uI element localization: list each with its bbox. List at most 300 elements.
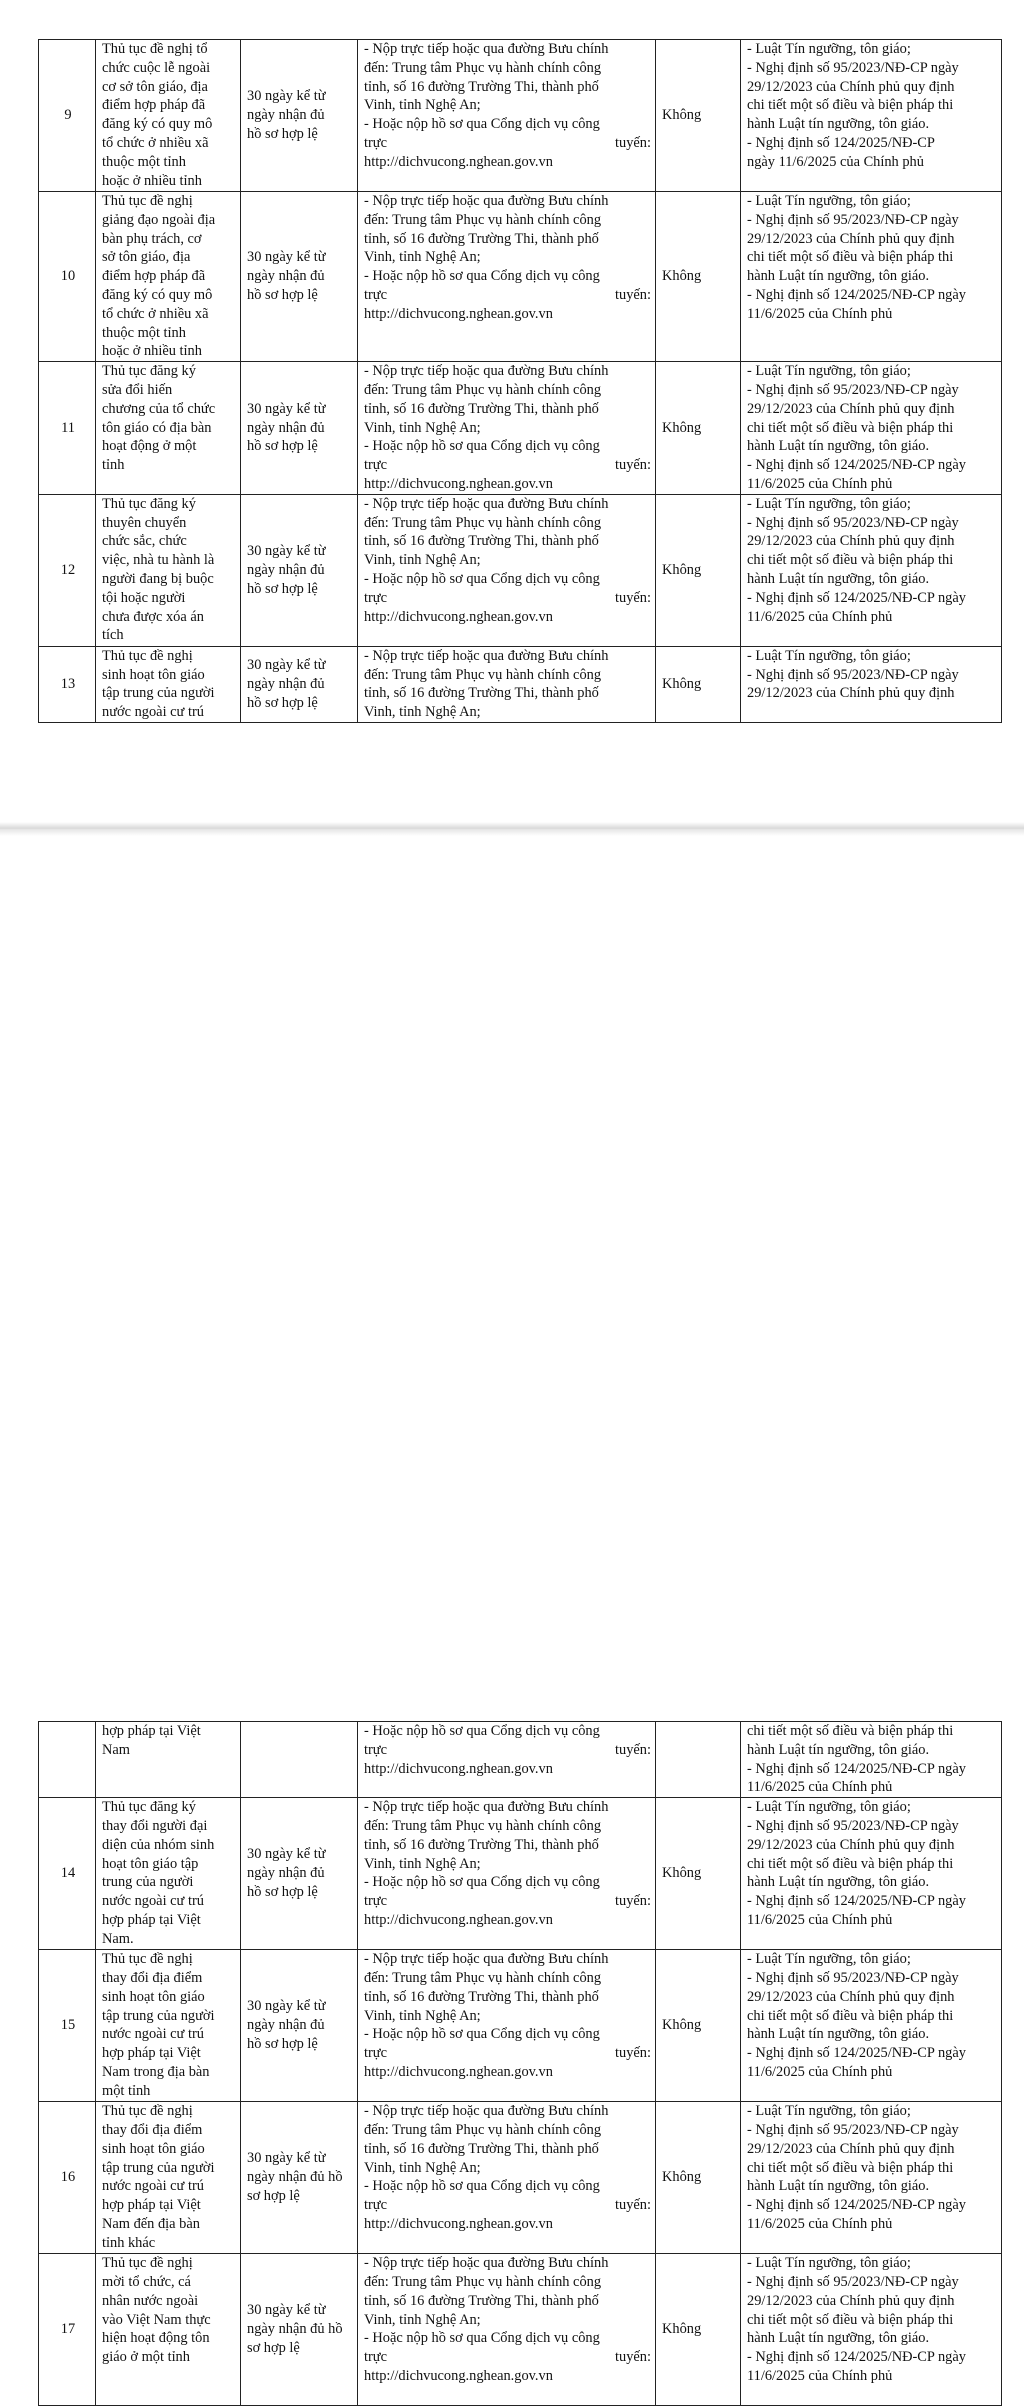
- legal-basis: [741, 494, 1002, 646]
- table-row: [39, 40, 1002, 192]
- legal-basis-line: 11/6/2025 của Chính phủ: [747, 608, 893, 625]
- submission-method-line: [364, 2348, 651, 2367]
- procedure-name-line: thay đổi người đại: [102, 1817, 208, 1834]
- justified-text: trực: [364, 1741, 387, 1758]
- legal-basis-line: - Nghị định số 95/2023/NĐ-CP ngày: [747, 211, 959, 228]
- procedure-name-line: điểm hợp pháp đã: [102, 97, 206, 114]
- procedure-name-line: cơ sở tôn giáo, địa: [102, 78, 208, 95]
- procedure-name-line: hợp pháp tại Việt: [102, 2197, 201, 2214]
- legal-basis-line: - Nghị định số 95/2023/NĐ-CP ngày: [747, 2121, 959, 2138]
- procedure-name-line: Nam đến địa bàn: [102, 2215, 200, 2232]
- submission-method-line: [364, 134, 651, 153]
- procedure-number: 15: [39, 1950, 96, 2102]
- procedure-name-line: nhân nước ngoài: [102, 2292, 199, 2309]
- procedure-name: [96, 2102, 241, 2254]
- processing-time-line: sơ hợp lệ: [247, 2340, 300, 2357]
- legal-basis-line: - Luật Tín ngưỡng, tôn giáo;: [747, 2103, 911, 2120]
- legal-basis-line: hành Luật tín ngưỡng, tôn giáo.: [747, 2330, 930, 2347]
- submission-method-line: đến: Trung tâm Phục vụ hành chính công: [364, 59, 602, 76]
- legal-basis-line: - Nghị định số 124/2025/NĐ-CP ngày: [747, 457, 966, 474]
- procedure-name-line: nước ngoài cư trú: [102, 704, 204, 721]
- procedure-name-line: mời tổ chức, cá: [102, 2273, 191, 2290]
- procedure-name-line: Thủ tục đề nghị: [102, 1951, 193, 1968]
- procedure-name-line: chức sắc, chức: [102, 533, 187, 550]
- justified-text-end: tuyến:: [615, 1741, 651, 1758]
- legal-basis: [741, 40, 1002, 192]
- submission-method-line: - Hoặc nộp hồ sơ qua Cổng dịch vụ công: [364, 570, 600, 587]
- processing-time-line: hồ sơ hợp lệ: [247, 2036, 318, 2053]
- legal-basis: [741, 646, 1002, 722]
- procedure-number: 16: [39, 2102, 96, 2254]
- document-page-1: [0, 0, 1024, 822]
- legal-basis-line: 29/12/2023 của Chính phủ quy định: [747, 400, 955, 417]
- procedure-name-line: hoặc ở nhiều tỉnh: [102, 172, 202, 189]
- legal-basis-line: hành Luật tín ngưỡng, tôn giáo.: [747, 570, 930, 587]
- submission-method-line: http://dichvucong.nghean.gov.vn: [364, 2063, 553, 2080]
- legal-basis-line: - Nghị định số 124/2025/NĐ-CP ngày: [747, 2197, 966, 2214]
- processing-time-line: ngày nhận đủ hồ: [247, 2321, 343, 2338]
- procedure-name-line: tích: [102, 627, 124, 644]
- legal-basis-line: - Nghị định số 95/2023/NĐ-CP ngày: [747, 1817, 959, 1834]
- procedure-name-line: đăng ký có quy mô: [102, 116, 213, 133]
- legal-basis-line: 29/12/2023 của Chính phủ quy định: [747, 1836, 955, 1853]
- justified-text: trực: [364, 589, 387, 606]
- submission-method-line: tỉnh, số 16 đường Trường Thi, thành phố: [364, 533, 599, 550]
- justified-text-end: tuyến:: [615, 589, 651, 606]
- submission-method-line: đến: Trung tâm Phục vụ hành chính công: [364, 666, 602, 683]
- submission-method: [358, 1798, 656, 1950]
- legal-basis-line: - Luật Tín ngưỡng, tôn giáo;: [747, 1951, 911, 1968]
- table-row: [39, 2254, 1002, 2406]
- procedure-name-line: hợp pháp tại Việt: [102, 2045, 201, 2062]
- processing-time-line: ngày nhận đủ: [247, 2017, 325, 2034]
- procedure-name-line: Thủ tục đăng ký: [102, 363, 196, 380]
- procedure-name-line: tỉnh khác: [102, 2234, 156, 2251]
- legal-basis-line: - Luật Tín ngưỡng, tôn giáo;: [747, 41, 911, 57]
- processing-time-line: 30 ngày kể từ: [247, 1846, 326, 1863]
- legal-basis-line: - Nghị định số 95/2023/NĐ-CP ngày: [747, 666, 959, 683]
- legal-basis-line: 29/12/2023 của Chính phủ quy định: [747, 78, 955, 95]
- legal-basis-line: hành Luật tín ngưỡng, tôn giáo.: [747, 1874, 930, 1891]
- submission-method: [358, 1950, 656, 2102]
- procedure-name-line: Nam.: [102, 1930, 134, 1947]
- procedure-number: 10: [39, 192, 96, 362]
- processing-time: [241, 2102, 358, 2254]
- submission-method: [358, 362, 656, 495]
- procedure-name-line: việc, nhà tu hành là: [102, 552, 215, 569]
- submission-method-line: http://dichvucong.nghean.gov.vn: [364, 305, 553, 322]
- submission-method-line: http://dichvucong.nghean.gov.vn: [364, 475, 553, 492]
- procedure-number: 12: [39, 494, 96, 646]
- procedure-name-line: nước ngoài cư trú: [102, 2178, 204, 2195]
- submission-method-line: - Hoặc nộp hồ sơ qua Cổng dịch vụ công: [364, 1874, 600, 1891]
- submission-method-line: - Nộp trực tiếp hoặc qua đường Bưu chính: [364, 647, 609, 664]
- submission-method-line: đến: Trung tâm Phục vụ hành chính công: [364, 211, 602, 228]
- submission-method-line: http://dichvucong.nghean.gov.vn: [364, 1911, 553, 1928]
- table-row: [39, 1722, 1002, 1798]
- processing-time-line: 30 ngày kể từ: [247, 657, 326, 674]
- legal-basis: [741, 362, 1002, 495]
- legal-basis-line: 29/12/2023 của Chính phủ quy định: [747, 533, 955, 550]
- processing-time-line: 30 ngày kể từ: [247, 543, 326, 560]
- processing-time-line: ngày nhận đủ: [247, 675, 325, 692]
- table-row: [39, 646, 1002, 722]
- processing-time-line: ngày nhận đủ hồ: [247, 2169, 343, 2186]
- submission-method-line: tỉnh, số 16 đường Trường Thi, thành phố: [364, 1836, 599, 1853]
- document-page-2: [0, 836, 1024, 2384]
- justified-text-end: tuyến:: [615, 2045, 651, 2062]
- legal-basis-line: - Nghị định số 124/2025/NĐ-CP ngày: [747, 286, 966, 303]
- submission-method-line: [364, 2196, 651, 2215]
- legal-basis-line: 29/12/2023 của Chính phủ quy định: [747, 685, 955, 702]
- procedure-name-line: tội hoặc người: [102, 589, 186, 606]
- legal-basis-line: hành Luật tín ngưỡng, tôn giáo.: [747, 1741, 930, 1758]
- procedure-number: 9: [39, 40, 96, 192]
- procedure-name-line: hợp pháp tại Việt: [102, 1911, 201, 1928]
- submission-method-line: [364, 589, 651, 608]
- procedure-name-line: chưa được xóa án: [102, 608, 204, 625]
- procedures-table-page-2: [38, 1721, 1002, 2406]
- procedure-name-line: sửa đổi hiến: [102, 381, 173, 398]
- procedure-name-line: tập trung của người: [102, 2007, 215, 2024]
- legal-basis-line: - Luật Tín ngưỡng, tôn giáo;: [747, 1799, 911, 1816]
- procedure-name: [96, 646, 241, 722]
- submission-method-line: đến: Trung tâm Phục vụ hành chính công: [364, 2121, 602, 2138]
- procedure-name: [96, 192, 241, 362]
- submission-method-line: [364, 1892, 651, 1911]
- submission-method-line: - Nộp trực tiếp hoặc qua đường Bưu chính: [364, 1951, 609, 1968]
- submission-method-line: tỉnh, số 16 đường Trường Thi, thành phố: [364, 2292, 599, 2309]
- legal-basis-line: - Nghị định số 95/2023/NĐ-CP ngày: [747, 514, 959, 531]
- legal-basis-line: chi tiết một số điều và biện pháp thi: [747, 2311, 954, 2328]
- submission-method-line: - Hoặc nộp hồ sơ qua Cổng dịch vụ công: [364, 2026, 600, 2043]
- procedure-name-line: tổ chức ở nhiều xã: [102, 305, 209, 322]
- processing-time: [241, 362, 358, 495]
- procedure-name-line: đăng ký có quy mô: [102, 286, 213, 303]
- procedure-name-line: diện của nhóm sinh: [102, 1836, 215, 1853]
- procedure-name-line: tổ chức ở nhiều xã: [102, 134, 209, 151]
- processing-time: [241, 40, 358, 192]
- legal-basis: [741, 2254, 1002, 2406]
- procedure-name-line: sinh hoạt tôn giáo: [102, 1988, 205, 2005]
- procedure-name-line: nước ngoài cư trú: [102, 2026, 204, 2043]
- legal-basis-line: hành Luật tín ngưỡng, tôn giáo.: [747, 116, 930, 133]
- procedure-name-line: nước ngoài cư trú: [102, 1893, 204, 1910]
- fee-value: Không: [656, 1798, 741, 1950]
- legal-basis-line: - Luật Tín ngưỡng, tôn giáo;: [747, 193, 911, 209]
- procedure-name-line: giảng đạo ngoài địa: [102, 211, 216, 228]
- procedure-name-line: sinh hoạt tôn giáo: [102, 666, 205, 683]
- legal-basis-line: 11/6/2025 của Chính phủ: [747, 1911, 893, 1928]
- justified-text: trực: [364, 2197, 387, 2214]
- fee-value: Không: [656, 646, 741, 722]
- submission-method-line: tỉnh, số 16 đường Trường Thi, thành phố: [364, 230, 599, 247]
- procedures-table-page-1: [38, 39, 1002, 723]
- legal-basis-line: 11/6/2025 của Chính phủ: [747, 2215, 893, 2232]
- legal-basis-line: chi tiết một số điều và biện pháp thi: [747, 552, 954, 569]
- procedure-name-line: hoặc ở nhiều tỉnh: [102, 343, 202, 360]
- procedure-name-line: thay đổi địa điểm: [102, 1969, 203, 1986]
- processing-time-line: hồ sơ hợp lệ: [247, 580, 318, 597]
- procedure-name: [96, 40, 241, 192]
- submission-method-line: - Hoặc nộp hồ sơ qua Cổng dịch vụ công: [364, 268, 600, 285]
- submission-method-line: tỉnh, số 16 đường Trường Thi, thành phố: [364, 1988, 599, 2005]
- procedure-name: [96, 1798, 241, 1950]
- submission-method-line: Vinh, tỉnh Nghệ An;: [364, 2159, 481, 2176]
- submission-method-line: - Nộp trực tiếp hoặc qua đường Bưu chính: [364, 1799, 609, 1816]
- submission-method: [358, 646, 656, 722]
- processing-time: [241, 1798, 358, 1950]
- justified-text-end: tuyến:: [615, 457, 651, 474]
- legal-basis-line: hành Luật tín ngưỡng, tôn giáo.: [747, 2026, 930, 2043]
- procedure-name-line: Thủ tục đề nghị: [102, 647, 193, 664]
- submission-method-line: đến: Trung tâm Phục vụ hành chính công: [364, 1969, 602, 1986]
- procedure-name-line: hoạt tôn giáo tập: [102, 1855, 199, 1872]
- procedure-name-line: thuộc một tỉnh: [102, 153, 186, 170]
- procedure-name: [96, 494, 241, 646]
- table-row: [39, 494, 1002, 646]
- procedure-name-line: thuyên chuyển: [102, 514, 187, 531]
- procedure-name-line: Thủ tục đăng ký: [102, 495, 196, 512]
- processing-time-line: 30 ngày kể từ: [247, 88, 326, 105]
- processing-time-line: ngày nhận đủ: [247, 1865, 325, 1882]
- justified-text: trực: [364, 2045, 387, 2062]
- submission-method-line: http://dichvucong.nghean.gov.vn: [364, 2215, 553, 2232]
- submission-method-line: [364, 456, 651, 475]
- procedure-name-line: Thủ tục đề nghị: [102, 2255, 193, 2272]
- procedure-name-line: tập trung của người: [102, 685, 215, 702]
- legal-basis-line: - Nghị định số 124/2025/NĐ-CP ngày: [747, 2045, 966, 2062]
- legal-basis-line: chi tiết một số điều và biện pháp thi: [747, 2007, 954, 2024]
- justified-text-end: tuyến:: [615, 2197, 651, 2214]
- justified-text-end: tuyến:: [615, 1893, 651, 1910]
- submission-method: [358, 192, 656, 362]
- legal-basis-line: - Nghị định số 124/2025/NĐ-CP: [747, 134, 935, 151]
- submission-method-line: [364, 2044, 651, 2063]
- table-row: [39, 192, 1002, 362]
- legal-basis-line: 11/6/2025 của Chính phủ: [747, 305, 893, 322]
- legal-basis-line: - Nghị định số 95/2023/NĐ-CP ngày: [747, 59, 959, 76]
- processing-time-line: hồ sơ hợp lệ: [247, 694, 318, 711]
- legal-basis-line: - Nghị định số 95/2023/NĐ-CP ngày: [747, 381, 959, 398]
- submission-method-line: Vinh, tỉnh Nghệ An;: [364, 2007, 481, 2024]
- legal-basis-line: - Luật Tín ngưỡng, tôn giáo;: [747, 495, 911, 512]
- justified-text-end: tuyến:: [615, 286, 651, 303]
- procedure-name-line: giáo ở một tỉnh: [102, 2349, 190, 2366]
- processing-time: [241, 1722, 358, 1798]
- fee-value: Không: [656, 362, 741, 495]
- justified-text: trực: [364, 1893, 387, 1910]
- submission-method: [358, 494, 656, 646]
- justified-text: trực: [364, 457, 387, 474]
- justified-text: trực: [364, 134, 387, 151]
- submission-method-line: Vinh, tỉnh Nghệ An;: [364, 704, 481, 721]
- processing-time: [241, 646, 358, 722]
- legal-basis-line: chi tiết một số điều và biện pháp thi: [747, 249, 954, 266]
- fee-value: Không: [656, 40, 741, 192]
- table-row: [39, 1798, 1002, 1950]
- submission-method-line: - Nộp trực tiếp hoặc qua đường Bưu chính: [364, 495, 609, 512]
- procedure-name: [96, 362, 241, 495]
- processing-time: [241, 192, 358, 362]
- processing-time: [241, 494, 358, 646]
- legal-basis-line: - Nghị định số 95/2023/NĐ-CP ngày: [747, 2273, 959, 2290]
- processing-time-line: ngày nhận đủ: [247, 419, 325, 436]
- legal-basis: [741, 1950, 1002, 2102]
- legal-basis-line: hành Luật tín ngưỡng, tôn giáo.: [747, 268, 930, 285]
- submission-method-line: tỉnh, số 16 đường Trường Thi, thành phố: [364, 2140, 599, 2157]
- submission-method: [358, 1722, 656, 1798]
- processing-time-line: sơ hợp lệ: [247, 2188, 300, 2205]
- submission-method-line: đến: Trung tâm Phục vụ hành chính công: [364, 1817, 602, 1834]
- procedure-number: 11: [39, 362, 96, 495]
- fee-value: Không: [656, 2254, 741, 2406]
- procedure-name: [96, 1722, 241, 1798]
- fee-value: Không: [656, 2102, 741, 2254]
- legal-basis: [741, 2102, 1002, 2254]
- procedure-name-line: Nam trong địa bàn: [102, 2063, 210, 2080]
- table-row: [39, 1950, 1002, 2102]
- submission-method-line: [364, 286, 651, 305]
- submission-method-line: đến: Trung tâm Phục vụ hành chính công: [364, 514, 602, 531]
- procedure-name-line: sở tôn giáo, địa: [102, 249, 191, 266]
- submission-method-line: http://dichvucong.nghean.gov.vn: [364, 2367, 553, 2384]
- legal-basis-line: chi tiết một số điều và biện pháp thi: [747, 1855, 954, 1872]
- legal-basis-line: 29/12/2023 của Chính phủ quy định: [747, 2292, 955, 2309]
- procedure-name-line: tỉnh: [102, 457, 125, 474]
- justified-text-end: tuyến:: [615, 134, 651, 151]
- legal-basis: [741, 192, 1002, 362]
- procedure-name-line: hoạt động ở một: [102, 438, 197, 455]
- submission-method-line: Vinh, tỉnh Nghệ An;: [364, 552, 481, 569]
- fee-value: Không: [656, 192, 741, 362]
- procedure-name: [96, 1950, 241, 2102]
- submission-method-line: Vinh, tỉnh Nghệ An;: [364, 97, 481, 114]
- legal-basis-line: chi tiết một số điều và biện pháp thi: [747, 97, 954, 114]
- procedure-name-line: chức cuộc lễ ngoài: [102, 59, 211, 76]
- submission-method-line: - Nộp trực tiếp hoặc qua đường Bưu chính: [364, 193, 609, 209]
- legal-basis-line: - Nghị định số 95/2023/NĐ-CP ngày: [747, 1969, 959, 1986]
- submission-method-line: Vinh, tỉnh Nghệ An;: [364, 419, 481, 436]
- legal-basis-line: 29/12/2023 của Chính phủ quy định: [747, 1988, 955, 2005]
- procedure-name-line: Thủ tục đề nghị: [102, 193, 193, 209]
- legal-basis-line: - Luật Tín ngưỡng, tôn giáo;: [747, 2255, 911, 2272]
- procedure-name-line: điểm hợp pháp đã: [102, 268, 206, 285]
- submission-method-line: đến: Trung tâm Phục vụ hành chính công: [364, 2273, 602, 2290]
- justified-text-end: tuyến:: [615, 2349, 651, 2366]
- procedure-name-line: Thủ tục đề nghị tổ: [102, 41, 208, 57]
- submission-method-line: http://dichvucong.nghean.gov.vn: [364, 1760, 553, 1777]
- processing-time-line: hồ sơ hợp lệ: [247, 286, 318, 303]
- submission-method-line: - Hoặc nộp hồ sơ qua Cổng dịch vụ công: [364, 438, 600, 455]
- procedure-number: 17: [39, 2254, 96, 2406]
- processing-time-line: 30 ngày kể từ: [247, 249, 326, 266]
- processing-time-line: hồ sơ hợp lệ: [247, 1884, 318, 1901]
- submission-method: [358, 2254, 656, 2406]
- submission-method-line: tỉnh, số 16 đường Trường Thi, thành phố: [364, 400, 599, 417]
- processing-time: [241, 2254, 358, 2406]
- processing-time-line: ngày nhận đủ: [247, 268, 325, 285]
- processing-time-line: ngày nhận đủ: [247, 107, 325, 124]
- legal-basis-line: hành Luật tín ngưỡng, tôn giáo.: [747, 2178, 930, 2195]
- submission-method-line: [364, 1741, 651, 1760]
- processing-time-line: ngày nhận đủ: [247, 561, 325, 578]
- procedure-name-line: Thủ tục đề nghị: [102, 2103, 193, 2120]
- procedure-name-line: một tỉnh: [102, 2082, 151, 2099]
- legal-basis-line: 11/6/2025 của Chính phủ: [747, 2063, 893, 2080]
- procedure-number: [39, 1722, 96, 1798]
- submission-method: [358, 2102, 656, 2254]
- table-row: [39, 362, 1002, 495]
- legal-basis-line: - Nghị định số 124/2025/NĐ-CP ngày: [747, 589, 966, 606]
- submission-method-line: Vinh, tỉnh Nghệ An;: [364, 249, 481, 266]
- page-separator: [0, 822, 1024, 836]
- procedure-number: 13: [39, 646, 96, 722]
- legal-basis-line: 29/12/2023 của Chính phủ quy định: [747, 230, 955, 247]
- submission-method-line: đến: Trung tâm Phục vụ hành chính công: [364, 381, 602, 398]
- processing-time-line: 30 ngày kể từ: [247, 2302, 326, 2319]
- submission-method-line: - Nộp trực tiếp hoặc qua đường Bưu chính: [364, 2103, 609, 2120]
- procedure-name-line: sinh hoạt tôn giáo: [102, 2140, 205, 2157]
- procedure-name-line: Thủ tục đăng ký: [102, 1799, 196, 1816]
- procedure-name-line: chương của tổ chức: [102, 400, 216, 417]
- processing-time-line: hồ sơ hợp lệ: [247, 438, 318, 455]
- processing-time-line: 30 ngày kể từ: [247, 1998, 326, 2015]
- procedure-name-line: hợp pháp tại Việt: [102, 1723, 201, 1739]
- legal-basis-line: chi tiết một số điều và biện pháp thi: [747, 2159, 954, 2176]
- legal-basis-line: - Luật Tín ngưỡng, tôn giáo;: [747, 647, 911, 664]
- legal-basis-line: - Nghị định số 124/2025/NĐ-CP ngày: [747, 1760, 966, 1777]
- table-row: [39, 2102, 1002, 2254]
- procedure-name-line: trung của người: [102, 1874, 194, 1891]
- submission-method-line: tỉnh, số 16 đường Trường Thi, thành phố: [364, 685, 599, 702]
- legal-basis-line: chi tiết một số điều và biện pháp thi: [747, 419, 954, 436]
- processing-time: [241, 1950, 358, 2102]
- submission-method-line: - Nộp trực tiếp hoặc qua đường Bưu chính: [364, 363, 609, 380]
- submission-method-line: - Nộp trực tiếp hoặc qua đường Bưu chính: [364, 2255, 609, 2272]
- legal-basis-line: hành Luật tín ngưỡng, tôn giáo.: [747, 438, 930, 455]
- legal-basis-line: 29/12/2023 của Chính phủ quy định: [747, 2140, 955, 2157]
- procedure-name-line: tập trung của người: [102, 2159, 215, 2176]
- fee-value: Không: [656, 1950, 741, 2102]
- submission-method-line: Vinh, tỉnh Nghệ An;: [364, 1855, 481, 1872]
- processing-time-line: 30 ngày kể từ: [247, 400, 326, 417]
- legal-basis-line: - Luật Tín ngưỡng, tôn giáo;: [747, 363, 911, 380]
- procedure-name-line: người đang bị buộc: [102, 570, 214, 587]
- fee-value: Không: [656, 494, 741, 646]
- legal-basis-line: - Nghị định số 124/2025/NĐ-CP ngày: [747, 2349, 966, 2366]
- legal-basis-line: 11/6/2025 của Chính phủ: [747, 1779, 893, 1796]
- legal-basis-line: chi tiết một số điều và biện pháp thi: [747, 1723, 954, 1739]
- procedure-name-line: thay đổi địa điểm: [102, 2121, 203, 2138]
- legal-basis-line: 11/6/2025 của Chính phủ: [747, 2367, 893, 2384]
- legal-basis-line: - Nghị định số 124/2025/NĐ-CP ngày: [747, 1893, 966, 1910]
- submission-method-line: tỉnh, số 16 đường Trường Thi, thành phố: [364, 78, 599, 95]
- submission-method-line: - Hoặc nộp hồ sơ qua Cổng dịch vụ công: [364, 2330, 600, 2347]
- submission-method-line: http://dichvucong.nghean.gov.vn: [364, 608, 553, 625]
- legal-basis-line: ngày 11/6/2025 của Chính phủ: [747, 153, 924, 170]
- submission-method-line: - Nộp trực tiếp hoặc qua đường Bưu chính: [364, 41, 609, 57]
- submission-method-line: Vinh, tỉnh Nghệ An;: [364, 2311, 481, 2328]
- procedure-name-line: Nam: [102, 1741, 130, 1758]
- procedure-name-line: thuộc một tỉnh: [102, 324, 186, 341]
- procedure-name-line: bàn phụ trách, cơ: [102, 230, 202, 247]
- procedure-name: [96, 2254, 241, 2406]
- submission-method: [358, 40, 656, 192]
- legal-basis: [741, 1798, 1002, 1950]
- procedure-number: 14: [39, 1798, 96, 1950]
- submission-method-line: - Hoặc nộp hồ sơ qua Cổng dịch vụ công: [364, 116, 600, 133]
